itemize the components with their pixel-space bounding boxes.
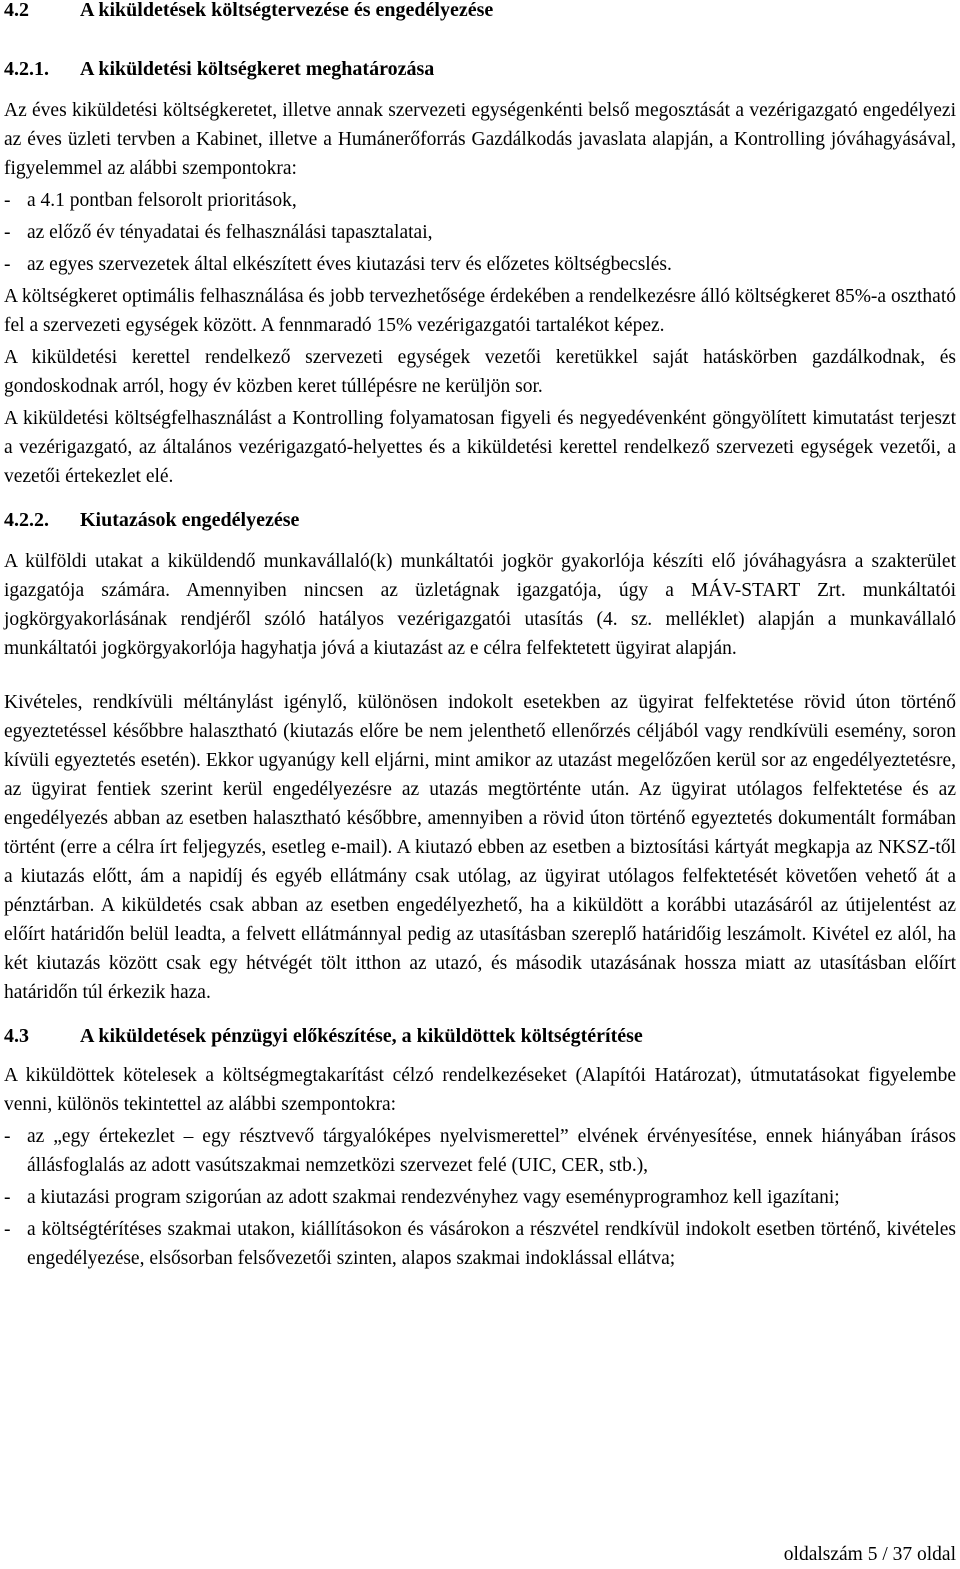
list-item: - a 4.1 pontban felsorolt prioritások, (4, 190, 297, 211)
paragraph: Kivételes, rendkívüli méltánylást igénylő, különösen indokolt esetekben az ügyirat felfektetése rövid úton történő egyeztetéssel későbbre halasztható (kiutazás előre be nem jelenthető ellenőrzés céljából vagy rendkívüli esemény, soron kívüli egyeztetés esetén). Ekkor ugyanúgy kell eljárni, mint amikor az utazást megelőzően kerül sor az engedélyeztetésre, az ügyirat fentiek szerint kerül engedélyezésre az utazás megtörténte után. Az ügyirat utólagos felfektetése és az engedélyezés abban az esetben halasztható későbbre, amennyiben a rövid úton történő egyeztetés dokumentált formában történt (erre a célra írt feljegyzés, esetleg e-mail). A kiutazó ebben az esetben a biztosítási kártyát megkapja az NKSZ-től a kiutazás előtt, ám a napidíj és egyéb ellátmány csak utólag, az ügyirat utólagos felfektetését követően vehető át a pénztárban. A kiküldetés csak abban az esetben engedélyezhető, ha a kiküldött a korábbi utazásáról az útijelentést az előírt határidőn belül leadta, a felvett ellátmánnyal pedig az utasításban szereplő határidőig leszámolt. Kivétel ez alól, ha két kiutazás között csak egy hétvégét tölt itthon az utazó, és második utazásának hossza miatt az utasításban előírt határidőn túl érkezik haza. (4, 692, 956, 1003)
list-item: - az „egy értekezlet – egy résztvevő tárgyalóképes nyelvismerettel” elvének érvényesítése, ennek hiányában írásos állásfoglalás az adott vasútszakmai nemzetközi szervezet felé (UIC, CER, stb.), (4, 1126, 956, 1176)
section-4-3-heading (4, 1022, 956, 1051)
section-4-2-2-heading (4, 506, 956, 535)
section-title: Kiutazások engedélyezése (80, 509, 300, 531)
paragraph: A kiküldetési költségfelhasználást a Kontrolling folyamatosan figyeli és negyedévenként göngyölített kimutatást terjeszt a vezérigazgató, az általános vezérigazgató-helyettes és a kiküldetési kerettel rendelkező szervezeti egységek vezetői, a vezetői értekezlet elé. (4, 408, 956, 487)
section-4-2-heading (4, 0, 956, 25)
section-4-2-1-heading (4, 55, 956, 84)
paragraph: A költségkeret optimális felhasználása és jobb tervezhetősége érdekében a rendelkezésre álló költségkeret 85%-a osztható fel a szervezeti egységek között. A fennmaradó 15% vezérigazgatói tartalékot képez. (4, 286, 956, 336)
paragraph: A kiküldetési kerettel rendelkező szervezeti egységek vezetői keretükkel saját hatáskörben gazdálkodnak, és gondoskodnak arról, hogy év közben keret túllépésre ne kerüljön sor. (4, 347, 956, 397)
paragraph: Az éves kiküldetési költségkeretet, illetve annak szervezeti egységenkénti belső megosztását a vezérigazgató engedélyezi az éves üzleti tervben a Kabinet, illetve a Humánerőforrás Gazdálkodás javaslata alapján, a Kontrolling jóváhagyásával, figyelemmel az alábbi szempontokra: (4, 100, 956, 179)
list-item: - a költségtérítéses szakmai utakon, kiállításokon és vásárokon a részvétel rendkívül indokolt esetben történő, kivételes engedélyezése, elsősorban felsővezetői szinten, alapos szakmai indoklással ellátva; (4, 1219, 956, 1269)
page-footer: oldalszám 5 / 37 oldal (783, 1544, 956, 1565)
list-item: - az egyes szervezetek által elkészített éves kiutazási terv és előzetes költségbecslés. (4, 254, 672, 275)
section-number: 4.2 (4, 0, 29, 21)
section-number: 4.3 (4, 1025, 29, 1047)
document-page (4, 0, 956, 1276)
paragraph: A kiküldöttek kötelesek a költségmegtakarítást célzó rendelkezéseket (Alapítói Határozat), útmutatásokat figyelembe venni, különös tekintettel az alábbi szempontokra: (4, 1065, 956, 1115)
list-item: - a kiutazási program szigorúan az adott szakmai rendezvényhez vagy eseményprogramhoz kell igazítani; (4, 1187, 840, 1208)
section-number: 4.2.2. (4, 509, 49, 531)
list-item: - az előző év tényadatai és felhasználási tapasztalatai, (4, 222, 433, 243)
paragraph: A külföldi utakat a kiküldendő munkavállaló(k) munkáltatói jogkör gyakorlója készíti elő jóváhagyásra a szakterület igazgatója számára. Amennyiben nincsen az üzletágnak igazgatója, úgy a MÁV-START Zrt. munkáltatói jogkörgyakorlásának rendjéről szóló hatályos vezérigazgatói utasítás (4. sz. melléklet) alapján a munkavállaló munkáltatói jogkörgyakorlója hagyhatja jóvá a kiutazást az e célra felfektetett ügyirat alapján. (4, 551, 956, 659)
section-title: A kiküldetések költségtervezése és engedélyezése (80, 0, 494, 21)
section-title: A kiküldetési költségkeret meghatározása (80, 58, 435, 80)
section-title: A kiküldetések pénzügyi előkészítése, a kiküldöttek költségtérítése (80, 1025, 643, 1047)
section-number: 4.2.1. (4, 58, 49, 80)
